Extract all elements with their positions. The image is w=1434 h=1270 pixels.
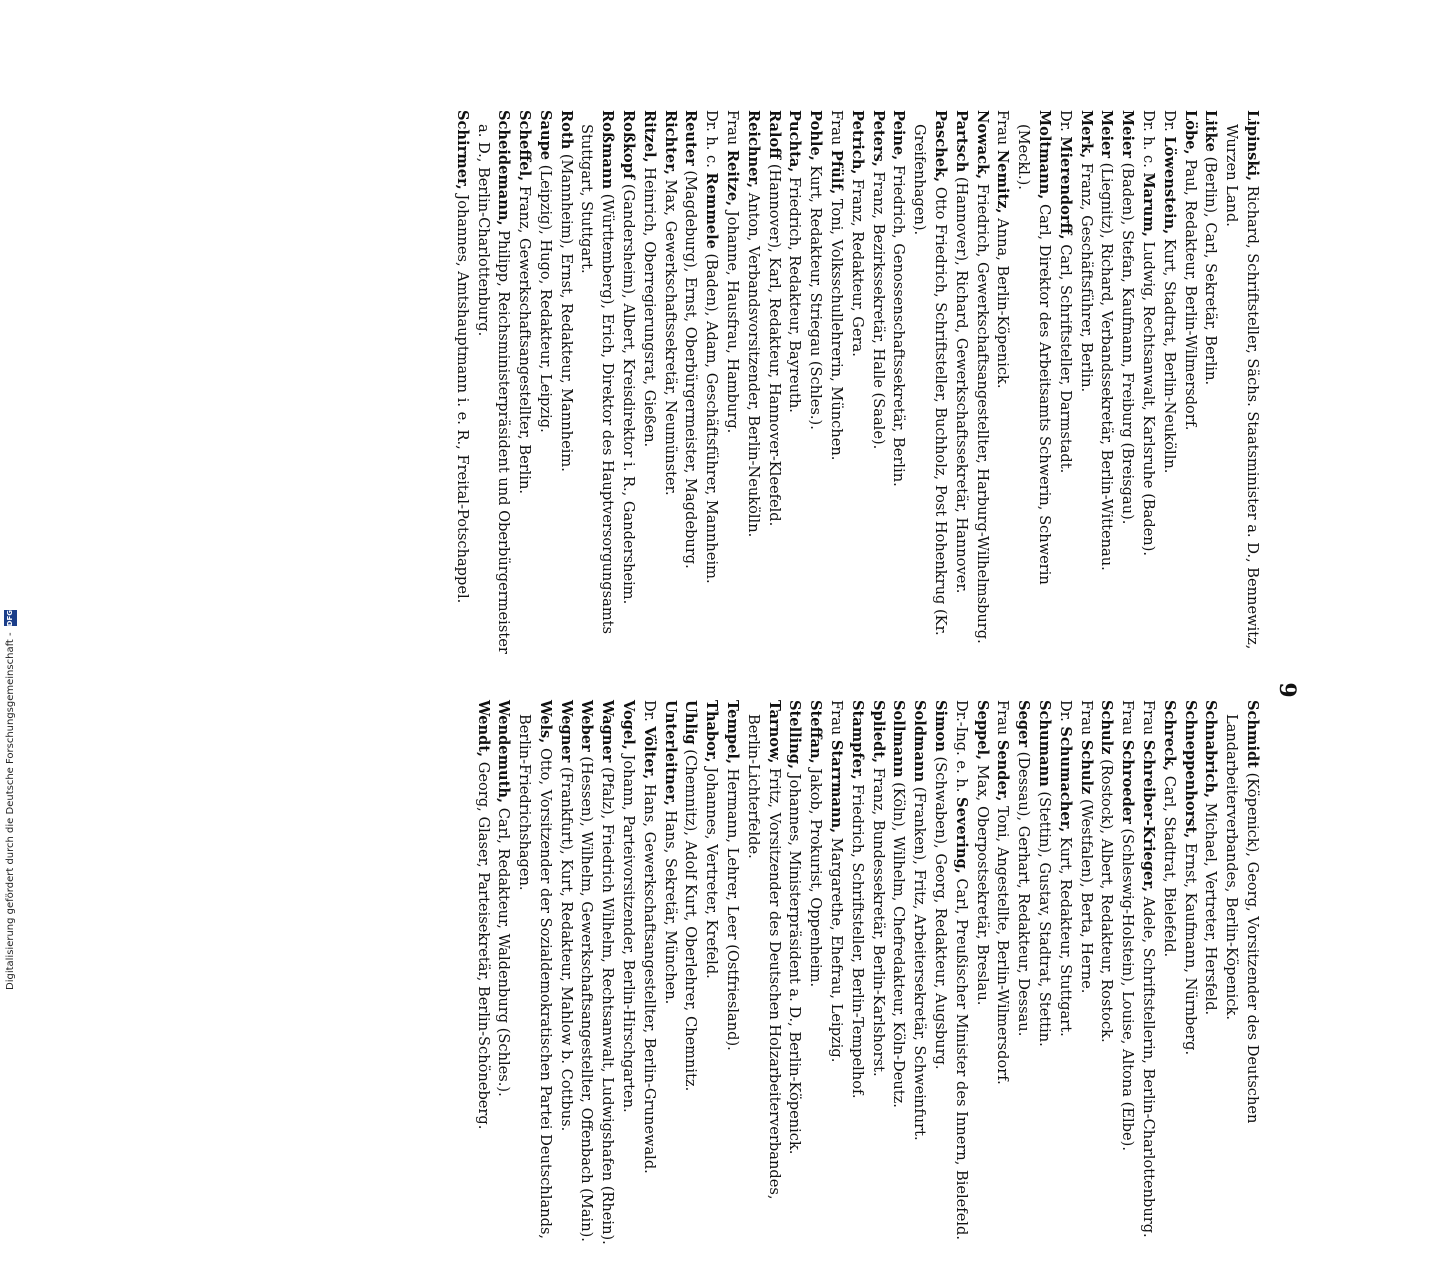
footer-text: Digitalisierung gefördert durch die Deutsche Forschungsgemeinschaft -	[4, 632, 16, 990]
entry-details: Anna, Berlin-Köpenick.	[994, 213, 1012, 389]
entry-prefix: Frau	[1140, 700, 1158, 740]
list-item	[908, 700, 929, 1245]
entry-name: Sender,	[994, 739, 1012, 802]
entry-details: (Leipzig), Hugo, Redakteur, Leipzig.	[536, 160, 554, 433]
entry-prefix: Dr.	[640, 700, 658, 727]
entry-name: Lipinski,	[1244, 110, 1261, 182]
entry-name: Remmele	[703, 172, 721, 249]
entry-details: Philipp, Reichsministerpräsident und Oberbürgermeister a. D., Berlin-Charlottenburg.	[474, 124, 513, 654]
entry-name: Schmidt	[1244, 700, 1261, 768]
entry-details: Carl, Direktor des Arbeitsamts Schwerin, Schwerin (Meckl.).	[1015, 124, 1054, 585]
entry-name: Löwenstein,	[1160, 136, 1178, 235]
entry-details: Johannes, Vertreter, Krefeld.	[703, 762, 721, 979]
list-item	[617, 700, 638, 1245]
entry-details: Carl, Redakteur, Waldenburg (Schles.).	[495, 803, 513, 1097]
entry-name: Raloff	[765, 110, 783, 160]
entry-name: Tarnow,	[765, 700, 783, 764]
digitization-footer	[2, 290, 18, 990]
list-item	[804, 700, 825, 1245]
entry-name: Roth	[557, 110, 575, 150]
entry-details: (Frankfurt), Kurt, Redakteur, Mahlow b. Cottbus.	[557, 762, 575, 1132]
entry-name: Litke	[1202, 110, 1220, 152]
entry-name: Roßkopf	[620, 110, 638, 180]
list-item	[1200, 700, 1221, 1245]
list-item	[659, 700, 680, 1245]
list-item	[804, 110, 825, 655]
list-item	[888, 700, 909, 1245]
entry-details: Carl, Schriftsteller, Darmstadt.	[1056, 239, 1074, 474]
entry-name: Nemitz,	[994, 149, 1012, 214]
list-item	[638, 700, 659, 1245]
entry-details: Friedrich, Genossenschaftssekretär, Berlin.	[890, 160, 908, 487]
entry-details: (Köpenick), Georg, Vorsitzender des Deutschen Landarbeiterverbandes, Berlin-Köpenick.	[1223, 714, 1261, 1124]
entry-prefix: Dr.	[1056, 110, 1074, 137]
entry-details: Kurt, Redakteur, Striegau (Schles.).	[807, 160, 825, 430]
entry-details: Franz, Redakteur, Gera.	[848, 174, 866, 357]
list-item	[576, 700, 597, 1245]
entry-name: Soldmann	[911, 700, 929, 783]
list-item	[1012, 700, 1033, 1245]
entry-prefix: Dr.	[1056, 700, 1074, 727]
right-column	[472, 700, 1262, 1245]
entry-name: Reuter	[682, 110, 700, 166]
list-item	[721, 700, 742, 1245]
list-item	[992, 110, 1013, 655]
entry-prefix: Frau	[1119, 700, 1137, 740]
entry-name: Schneppenhorst,	[1181, 700, 1199, 839]
entry-name: Stelling,	[786, 700, 804, 770]
list-item	[1220, 700, 1262, 1245]
entry-details: (Mannheim), Ernst, Redakteur, Mannheim.	[557, 149, 575, 472]
entry-details: Fritz, Vorsitzender des Deutschen Holzarbeiterverbandes, Berlin-Lichterfelde.	[744, 714, 783, 1200]
entry-name: Spliedt,	[869, 700, 887, 764]
entry-prefix: Frau	[828, 700, 846, 740]
entry-name: Starrmann,	[828, 739, 846, 834]
entry-name: Puchta,	[786, 110, 804, 173]
entry-details: Adele, Schriftstellerin, Berlin-Charlottenburg.	[1140, 892, 1158, 1238]
entry-details: Friedrich, Gewerkschaftsangestellter, Harburg-Wilhelmsburg.	[973, 179, 991, 644]
list-item	[1033, 700, 1054, 1245]
list-item	[680, 700, 701, 1245]
list-item	[493, 700, 514, 1245]
list-item	[825, 110, 846, 655]
list-item	[784, 700, 805, 1245]
entry-details: (Baden), Adam, Geschäftsführer, Mannheim.	[703, 248, 721, 584]
entry-name: Pohle,	[807, 110, 825, 161]
list-item	[742, 700, 784, 1245]
entry-name: Saupe	[536, 110, 554, 161]
entry-name: Peters,	[869, 110, 887, 167]
entry-name: Vogel,	[620, 700, 638, 750]
entry-details: Max, Gewerkschaftssekretär, Neumünster.	[661, 174, 679, 496]
entry-name: Simon	[932, 700, 950, 752]
entry-name: Severing,	[952, 797, 970, 874]
entry-name: Schumacher,	[1056, 726, 1074, 833]
entry-name: Unterleitner,	[661, 700, 679, 806]
entry-prefix: Dr.-Ing. e. h.	[952, 700, 970, 798]
entry-name: Schulz	[1098, 700, 1116, 755]
list-item	[971, 110, 992, 655]
entry-name: Sollmann	[890, 700, 908, 778]
entry-name: Thabor,	[703, 700, 721, 763]
list-item	[846, 700, 867, 1245]
entry-name: Schroeder	[1119, 739, 1137, 824]
list-item	[700, 110, 721, 655]
entry-name: Scheffel,	[516, 110, 534, 182]
entry-details: Franz, Gewerkschaftsangestellter, Berlin.	[516, 181, 534, 495]
list-item	[825, 700, 846, 1245]
list-item	[721, 110, 742, 655]
list-item	[846, 110, 867, 655]
list-item	[1220, 110, 1262, 655]
list-item	[908, 110, 950, 655]
entry-name: Schreck,	[1160, 700, 1178, 772]
list-item	[617, 110, 638, 655]
entry-name: Merk,	[1077, 110, 1095, 159]
entry-details: (Hessen), Wilhelm, Gewerkschaftsangestellter, Offenbach (Main).	[578, 751, 596, 1242]
list-item	[576, 110, 618, 655]
page-number: 9	[1274, 682, 1300, 698]
entry-details: Paul, Redakteur, Berlin-Wilmersdorf.	[1181, 154, 1199, 431]
list-item	[659, 110, 680, 655]
list-item	[1200, 110, 1221, 655]
entry-prefix: Frau	[994, 110, 1012, 150]
list-item	[971, 700, 992, 1245]
list-item	[950, 110, 971, 655]
entry-details: Hermann, Lehrer, Leer (Ostfriesland).	[724, 764, 742, 1051]
entry-details: Toni, Volksschullehrerin, München.	[828, 194, 846, 461]
entry-details: Carl, Preußischer Minister des Innern, Bielefeld.	[952, 873, 970, 1240]
entry-name: Stampfer,	[848, 700, 866, 780]
list-item	[472, 700, 493, 1245]
list-item	[555, 700, 576, 1245]
entry-details: (Württemberg), Erich, Direktor des Hauptversorgungsamts Stuttgart, Stuttgart.	[578, 124, 617, 635]
list-item	[1158, 110, 1179, 655]
entry-details: (Hannover), Richard, Gewerkschaftssekretär, Hannover.	[952, 172, 970, 594]
list-item	[1054, 110, 1075, 655]
entry-details: Michael, Vertreter, Hersfeld.	[1202, 798, 1220, 1016]
list-item	[451, 110, 472, 655]
list-item	[1096, 700, 1117, 1245]
entry-details: Richard, Schriftsteller, Sächs. Staatsminister a. D., Bennewitz, Wurzen Land.	[1223, 124, 1261, 650]
list-item	[950, 700, 971, 1245]
list-item	[763, 110, 784, 655]
entry-name: Marum,	[1140, 172, 1158, 237]
entry-details: Johannes, Amtshauptmann i. e. R., Freital-Potschappel.	[453, 189, 471, 604]
entry-name: Schulz	[1077, 739, 1095, 795]
entry-name: Weber	[578, 700, 596, 752]
entry-details: (Dessau), Gerhart, Redakteur, Dessau.	[1015, 747, 1033, 1037]
entry-details: (Schwaben), Georg, Redakteur, Augsburg.	[932, 751, 950, 1070]
entry-details: Franz, Bezirkssekretär, Halle (Saale).	[869, 166, 887, 450]
list-item	[555, 110, 576, 655]
list-item	[1179, 700, 1200, 1245]
entry-details: (Liegnitz), Richard, Verbandssekretär, Berlin-Wittenau.	[1098, 157, 1116, 571]
entry-details: Kurt, Redakteur, Stuttgart.	[1056, 832, 1074, 1037]
list-item	[638, 110, 659, 655]
list-item	[472, 110, 514, 655]
list-item	[742, 110, 763, 655]
entry-prefix: Frau	[1077, 700, 1095, 740]
entry-details: Johanne, Hausfrau, Hamburg.	[724, 206, 742, 434]
entry-name: Reichner,	[744, 110, 762, 189]
list-item	[992, 700, 1013, 1245]
entry-name: Wagner	[599, 700, 617, 763]
entry-details: (Rostock), Albert, Redakteur, Rostock.	[1098, 754, 1116, 1043]
entry-name: Mierendorff,	[1056, 136, 1074, 240]
entry-name: Löbe,	[1181, 110, 1199, 155]
entry-details: Max, Oberpostsekretär, Breslau.	[973, 760, 991, 1006]
list-item	[1012, 110, 1054, 655]
entry-name: Seppel,	[973, 700, 991, 761]
entry-details: Friedrich, Schriftsteller, Berlin-Tempelhof.	[848, 779, 866, 1099]
entry-details: (Westfalen), Berta, Herne.	[1077, 794, 1095, 994]
entry-details: (Gandersheim), Albert, Kreisdirektor i. R., Gandersheim.	[620, 179, 638, 605]
entry-name: Wels,	[536, 700, 554, 744]
list-item	[1075, 110, 1096, 655]
entry-details: (Baden), Stefan, Kaufmann, Freiburg (Breisgau).	[1119, 157, 1137, 525]
entry-details: Franz, Geschäftsführer, Berlin.	[1077, 158, 1095, 393]
entry-name: Ritzel,	[640, 110, 658, 163]
list-item	[888, 110, 909, 655]
entry-details: Margarethe, Ehefrau, Leipzig.	[828, 833, 846, 1063]
rotated-text-block	[140, 110, 1300, 1245]
entry-details: Georg, Glaser, Parteisekretär, Berlin-Schöneberg.	[474, 757, 492, 1130]
entry-name: Scheidemann,	[495, 110, 513, 226]
entry-name: Schnabrich,	[1202, 700, 1220, 799]
entry-prefix: Dr.	[1160, 110, 1178, 137]
entry-details: (Franken), Fritz, Arbeitersekretär, Schweinfurt.	[911, 782, 929, 1141]
entry-name: Partsch	[952, 110, 970, 173]
entry-details: Anton, Verbandsvorsitzender, Berlin-Neukölln.	[744, 188, 762, 538]
entry-name: Nowack,	[973, 110, 991, 180]
entry-prefix: Frau	[994, 700, 1012, 740]
entry-name: Uhlig	[682, 700, 700, 745]
entry-details: Toni, Angestellte, Berlin-Wilmersdorf.	[994, 801, 1012, 1085]
entry-name: Völter,	[640, 726, 658, 780]
entry-details: Johann, Parteivorsitzender, Berlin-Hirschgarten.	[620, 749, 638, 1113]
entry-prefix: Dr. h. c.	[1140, 110, 1158, 173]
entry-name: Meier	[1098, 110, 1116, 158]
list-item	[680, 110, 701, 655]
list-item	[1116, 700, 1137, 1245]
list-item	[1116, 110, 1137, 655]
entry-name: Reitze,	[724, 149, 742, 207]
list-item	[867, 700, 888, 1245]
list-item	[1137, 700, 1158, 1245]
left-column	[451, 110, 1262, 655]
entry-name: Petrich,	[848, 110, 866, 175]
entry-details: Kurt, Stadtrat, Berlin-Neukölln.	[1160, 234, 1178, 474]
list-item	[1158, 700, 1179, 1245]
list-item	[929, 700, 950, 1245]
entry-details: (Köln), Wilhelm, Chefredakteur, Köln-Deutz.	[890, 777, 908, 1108]
entry-details: (Berlin), Carl, Sekretär, Berlin.	[1202, 151, 1220, 386]
entry-details: Carl, Stadtrat, Bielefeld.	[1160, 771, 1178, 958]
entry-details: Ludwig, Rechtsanwalt, Karlsruhe (Baden).	[1140, 236, 1158, 557]
dfg-logo-icon: DFG	[4, 610, 17, 626]
entry-name: Tempel,	[724, 700, 742, 765]
list-item	[700, 700, 721, 1245]
list-item	[1137, 110, 1158, 655]
entry-name: Meier	[1119, 110, 1137, 158]
entry-details: (Magdeburg), Ernst, Oberbürgermeister, Magdeburg.	[682, 165, 700, 569]
entry-details: (Hannover), Karl, Redakteur, Hannover-Kleefeld.	[765, 159, 783, 527]
list-item	[784, 110, 805, 655]
entry-details: Hans, Gewerkschaftsangestellter, Berlin-Grunewald.	[640, 779, 658, 1174]
entry-name: Pfülf,	[828, 149, 846, 195]
entry-name: Wendemuth,	[495, 700, 513, 804]
entry-details: Franz, Bundessekretär, Berlin-Karlshorst.	[869, 763, 887, 1077]
entry-details: Otto Friedrich, Schriftsteller, Buchholz, Post Hohenkrug (Kr. Greifenhagen).	[911, 124, 950, 636]
entry-name: Schreiber-Krieger,	[1140, 739, 1158, 893]
entry-name: Roßmann	[599, 110, 617, 190]
entry-name: Paschek,	[932, 110, 950, 183]
entry-name: Schirmer,	[453, 110, 471, 190]
entry-prefix: Dr. h. c.	[703, 110, 721, 173]
entry-prefix: Frau	[828, 110, 846, 150]
list-item	[513, 700, 555, 1245]
entry-name: Peine,	[890, 110, 908, 161]
entry-details: (Schleswig-Holstein), Louise, Altona (Elbe).	[1119, 823, 1137, 1151]
entry-name: Richter,	[661, 110, 679, 175]
entry-details: Johannes, Ministerpräsident a. D., Berlin-Köpenick.	[786, 769, 804, 1155]
entry-details: (Pfalz), Friedrich Wilhelm, Rechtsanwalt, Ludwigshafen (Rhein).	[599, 762, 617, 1245]
entry-name: Steffan,	[807, 700, 825, 764]
entry-details: Heinrich, Oberregierungsrat, Gießen.	[640, 162, 658, 448]
list-item	[1054, 700, 1075, 1245]
entry-details: Otto, Vorsitzender der Sozialdemokratischen Partei Deutschlands, Berlin-Friedrichshagen.	[516, 714, 554, 1240]
list-item	[534, 110, 555, 655]
entry-details: Hans, Sekretär, München.	[661, 805, 679, 1005]
entry-details: Friedrich, Redakteur, Bayreuth.	[786, 172, 804, 413]
entry-prefix: Frau	[724, 110, 742, 150]
list-item	[513, 110, 534, 655]
list-item	[1075, 700, 1096, 1245]
entry-name: Schumann	[1036, 700, 1054, 787]
entry-details: Jakob, Prokurist, Oppenheim.	[807, 763, 825, 988]
entry-name: Seger	[1015, 700, 1033, 748]
list-item	[1096, 110, 1117, 655]
entry-name: Moltmann,	[1036, 110, 1054, 200]
list-item	[597, 700, 618, 1245]
list-item	[1179, 110, 1200, 655]
entry-name: Wendt,	[474, 700, 492, 758]
entry-details: Ernst, Kaufmann, Nürnberg.	[1181, 838, 1199, 1056]
entry-name: Wegner	[557, 700, 575, 763]
entry-details: (Chemnitz), Adolf Kurt, Oberlehrer, Chemnitz.	[682, 744, 700, 1092]
list-item	[867, 110, 888, 655]
entry-details: (Stettin), Gustav, Stadtrat, Stettin.	[1036, 786, 1054, 1047]
